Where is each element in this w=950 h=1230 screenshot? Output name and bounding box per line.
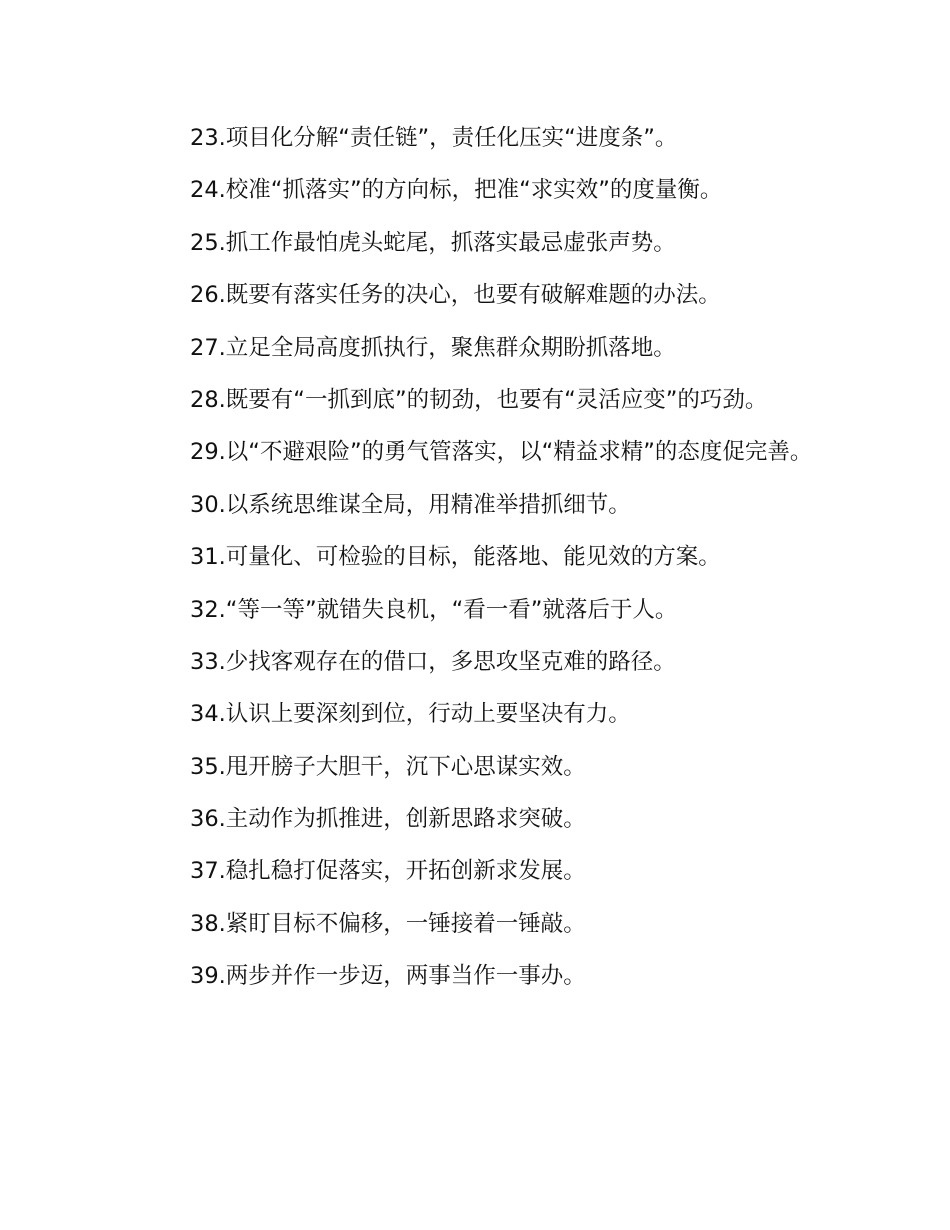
list-item: 28.既要有“一抓到底”的韧劲，也要有“灵活应变”的巧劲。	[190, 386, 768, 413]
list-item: 31.可量化、可检验的目标，能落地、能见效的方案。	[190, 544, 721, 571]
list-item: 25.抓工作最怕虎头蛇尾，抓落实最忌虚张声势。	[190, 229, 676, 256]
list-item: 26.既要有落实任务的决心，也要有破解难题的办法。	[190, 282, 721, 309]
list-item: 39.两步并作一步迈，两事当作一事办。	[190, 963, 586, 990]
list-item: 35.甩开膀子大胆干，沉下心思谋实效。	[190, 753, 586, 780]
list-item: 30.以系统思维谋全局，用精准举措抓细节。	[190, 491, 631, 518]
list-item: 32.“等一等”就错失良机，“看一看”就落后于人。	[190, 596, 678, 623]
list-item: 36.主动作为抓推进，创新思路求突破。	[190, 806, 586, 833]
list-item: 23.项目化分解“责任链”，责任化压实“进度条”。	[190, 125, 678, 151]
list-item: 27.立足全局高度抓执行，聚焦群众期盼抓落地。	[190, 334, 676, 361]
list-item: 33.少找客观存在的借口，多思攻坚克难的路径。	[190, 648, 676, 675]
list-item: 38.紧盯目标不偏移，一锤接着一锤敲。	[190, 910, 586, 937]
document-body	[140, 116, 820, 1007]
list-item: 24.校准“抓落实”的方向标，把准“求实效”的度量衡。	[190, 177, 723, 204]
list-item: 29.以“不避艰险”的勇气管落实，以“精益求精”的态度促完善。	[190, 439, 813, 466]
list-item: 34.认识上要深刻到位，行动上要坚决有力。	[190, 701, 631, 728]
list-item: 37.稳扎稳打促落实，开拓创新求发展。	[190, 858, 586, 885]
